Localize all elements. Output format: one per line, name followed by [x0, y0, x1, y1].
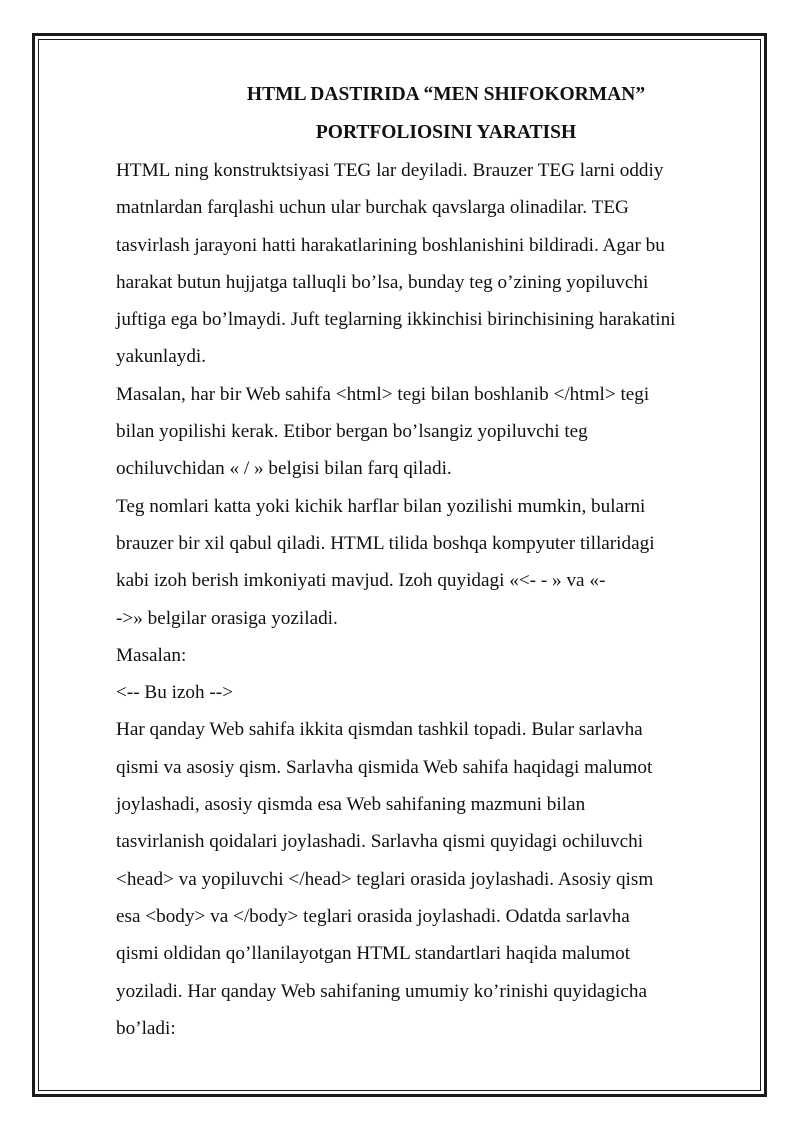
text-line: qismi oldidan qo’llanilayotgan HTML standartlari haqida malumot — [116, 943, 631, 965]
text-line: harakat butun hujjatga talluqli bo’lsa, bunday teg o’zining yopiluvchi — [116, 271, 649, 293]
text-line: bo’ladi: — [116, 1017, 176, 1039]
text-line: HTML ning konstruktsiyasi TEG lar deyiladi. Brauzer TEG larni oddiy — [116, 160, 664, 181]
text-line: matnlardan farqlashi uchun ular burchak qavslarga olinadilar. TEG — [116, 197, 629, 219]
text-line: Masalan, har bir Web sahifa <html> tegi bilan boshlanib </html> tegi — [116, 383, 650, 405]
title-line-1: HTML DASTIRIDA “MEN SHIFOKORMAN” — [246, 84, 646, 105]
text-line: <head> va yopiluvchi </head> teglari orasida joylashadi. Asosiy qism — [116, 868, 654, 890]
text-line: yoziladi. Har qanday Web sahifaning umumiy ko’rinishi quyidagicha — [116, 980, 647, 1002]
document-title — [116, 76, 746, 152]
text-line: yakunlaydi. — [116, 346, 207, 368]
text-line: qismi va asosiy qism. Sarlavha qismida Web sahifa haqidagi malumot — [116, 756, 653, 778]
text-line: bilan yopilishi kerak. Etibor bergan bo’lsangiz yopiluvchi teg — [116, 421, 588, 443]
text-line: Teg nomlari katta yoki kichik harflar bilan yozilishi mumkin, bularni — [116, 495, 646, 517]
body-text — [116, 152, 756, 1047]
text-line: kabi izoh berish imkoniyati mavjud. Izoh quyidagi «<- - » va «- — [116, 570, 606, 592]
document-page — [116, 76, 756, 1047]
title-line-2: PORTFOLIOSINI YARATISH — [315, 122, 577, 143]
text-line: tasvirlanish qoidalari joylashadi. Sarlavha qismi quyidagi ochiluvchi — [116, 831, 644, 853]
text-line: joylashadi, asosiy qismda esa Web sahifaning mazmuni bilan — [116, 794, 586, 816]
text-line: Masalan: — [116, 644, 187, 666]
text-line: juftiga ega bo’lmaydi. Juft teglarning ikkinchisi birinchisining harakatini — [116, 309, 676, 331]
text-line: ->» belgilar orasiga yoziladi. — [116, 607, 338, 629]
text-line: tasvirlash jarayoni hatti harakatlarining boshlanishini bildiradi. Agar bu — [116, 234, 665, 256]
text-line: esa <body> va </body> teglari orasida joylashadi. Odatda sarlavha — [116, 905, 630, 927]
text-line: brauzer bir xil qabul qiladi. HTML tilida boshqa kompyuter tillaridagi — [116, 532, 655, 554]
text-line: <-- Bu izoh --> — [116, 682, 234, 704]
text-line: Har qanday Web sahifa ikkita qismdan tashkil topadi. Bular sarlavha — [116, 719, 643, 741]
text-line: ochiluvchidan « / » belgisi bilan farq qiladi. — [116, 458, 452, 480]
